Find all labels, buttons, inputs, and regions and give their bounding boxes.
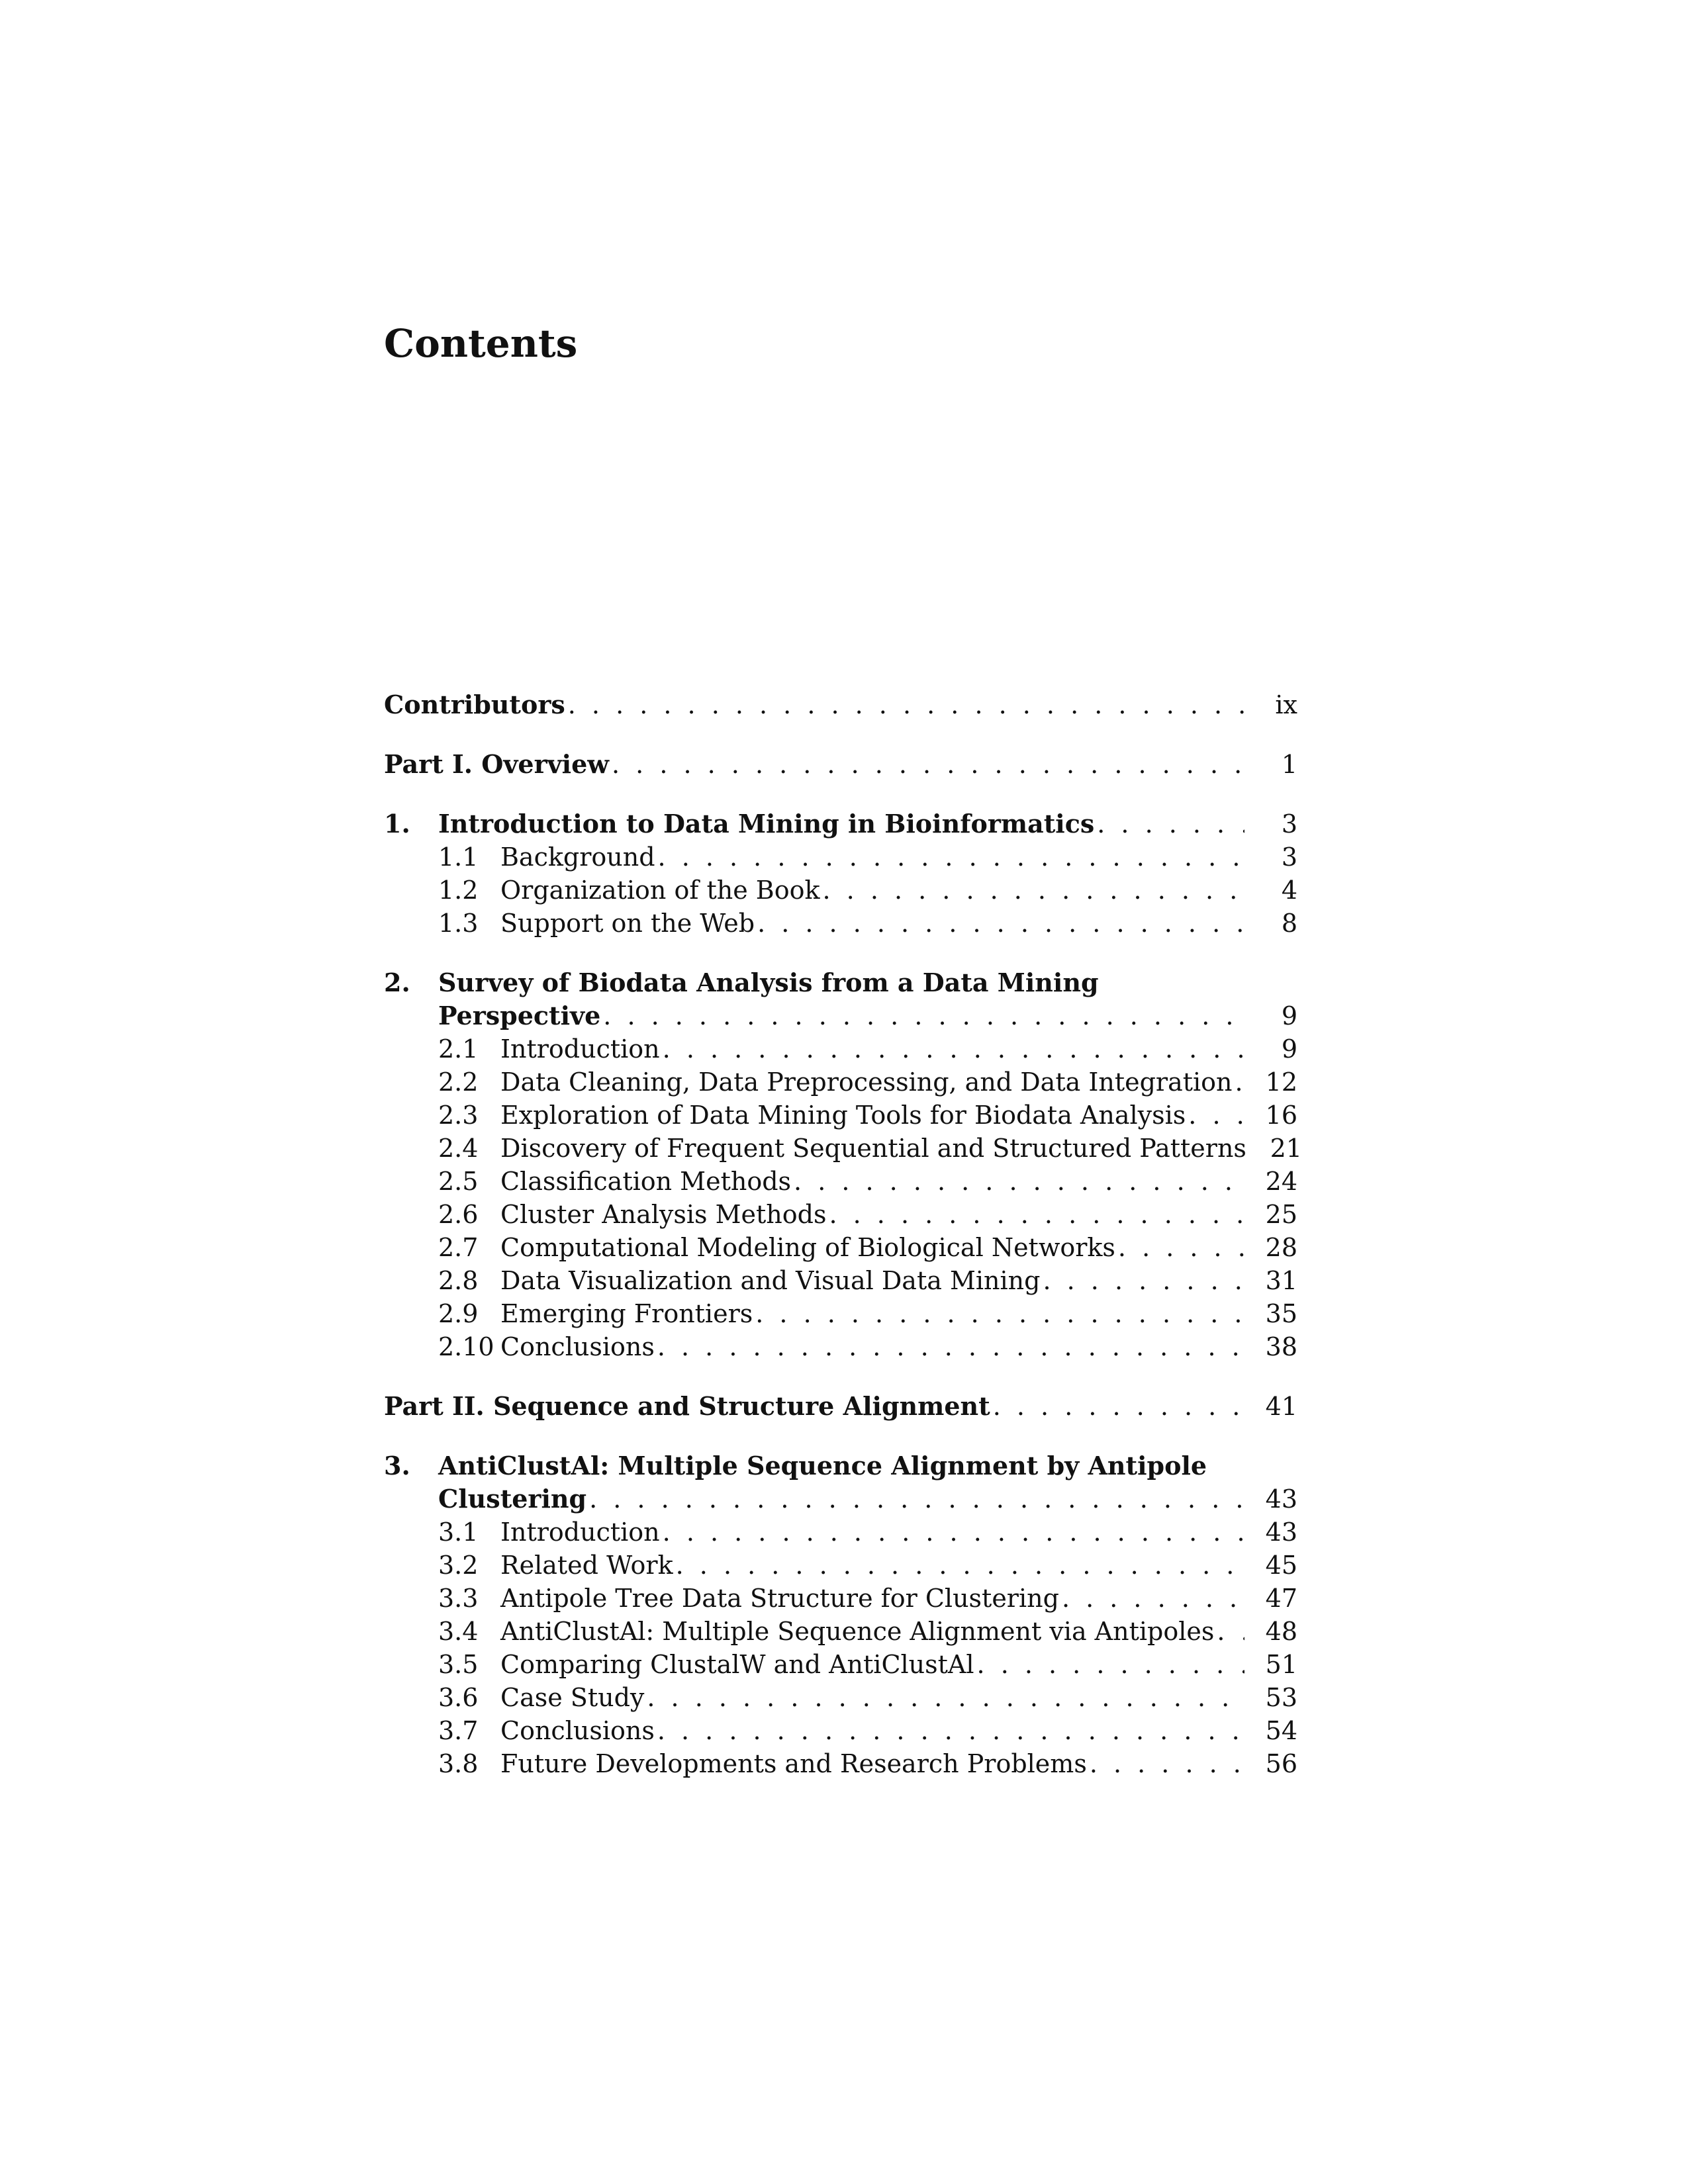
toc-page-number: 4 [1281, 876, 1297, 905]
chapter-title: Introduction to Data Mining in Bioinformatics [438, 809, 1095, 839]
toc-section[interactable] [384, 1165, 1297, 1198]
toc-section[interactable] [384, 1516, 1297, 1549]
dot-leader [663, 1516, 1244, 1549]
toc-section[interactable] [384, 874, 1297, 907]
section-title: Cluster Analysis Methods [500, 1200, 827, 1229]
toc-chapter-2-line1[interactable] [384, 966, 1297, 999]
toc-section[interactable] [384, 841, 1297, 874]
dot-leader [823, 874, 1245, 907]
section-number: 3.2 [438, 1551, 479, 1580]
section-title: Discovery of Frequent Sequential and Structured Patterns [500, 1134, 1246, 1163]
section-number: 2.4 [438, 1134, 479, 1163]
section-number: 3.6 [438, 1683, 479, 1712]
toc-page-number: 54 [1265, 1716, 1297, 1745]
toc-page-number: 9 [1281, 1001, 1297, 1030]
toc-page-number: 25 [1265, 1200, 1297, 1229]
section-number: 3.1 [438, 1518, 479, 1547]
section-title: Case Study [500, 1683, 645, 1712]
toc-page-number: 28 [1265, 1233, 1297, 1262]
dot-leader [993, 1390, 1244, 1423]
chapter-number: 3. [384, 1451, 410, 1480]
chapter-title-continued: Clustering [438, 1484, 587, 1514]
dot-leader [657, 1714, 1244, 1747]
dot-leader [755, 1297, 1244, 1330]
chapter-title: AntiClustAl: Multiple Sequence Alignment by Antipole [438, 1451, 1207, 1480]
dot-leader [1188, 1099, 1244, 1132]
toc-section[interactable] [384, 1231, 1297, 1264]
dot-leader [794, 1165, 1244, 1198]
toc-section[interactable] [384, 1032, 1297, 1066]
toc-page-number: 51 [1265, 1650, 1297, 1679]
section-title: Background [500, 842, 655, 872]
section-title: Antipole Tree Data Structure for Clustering [500, 1584, 1059, 1613]
toc-chapter-3-line1[interactable] [384, 1449, 1297, 1482]
section-number: 2.7 [438, 1233, 479, 1262]
toc-entry-title: Part I. Overview [384, 749, 609, 779]
toc-section[interactable] [384, 1297, 1297, 1330]
toc-section[interactable] [384, 1549, 1297, 1582]
section-number: 3.5 [438, 1650, 479, 1679]
toc-section[interactable] [384, 1132, 1302, 1165]
dot-leader [1043, 1264, 1244, 1297]
dot-leader [1235, 1066, 1244, 1099]
toc-page-number: 56 [1265, 1749, 1297, 1778]
toc-page-number: 53 [1265, 1683, 1297, 1712]
section-title: Introduction [500, 1034, 660, 1064]
section-title: Computational Modeling of Biological Networks [500, 1233, 1115, 1262]
toc-entry-contributors[interactable] [384, 688, 1297, 721]
toc-section[interactable] [384, 1198, 1297, 1231]
toc-section[interactable] [384, 1747, 1297, 1780]
toc-page-number: 3 [1281, 809, 1297, 839]
dot-leader [1062, 1582, 1244, 1615]
dot-leader [977, 1648, 1244, 1681]
toc-page-number: 24 [1265, 1167, 1297, 1196]
section-title: Conclusions [500, 1716, 655, 1745]
dot-leader [757, 907, 1244, 940]
section-number: 2.3 [438, 1101, 479, 1130]
section-title: Future Developments and Research Problems [500, 1749, 1087, 1778]
section-title: Conclusions [500, 1332, 655, 1361]
toc-chapter-2-line2[interactable] [384, 999, 1297, 1032]
toc-section[interactable] [384, 1615, 1297, 1648]
dot-leader [657, 1330, 1244, 1363]
toc-entry-title: Part II. Sequence and Structure Alignment [384, 1391, 990, 1421]
chapter-number: 1. [384, 809, 410, 839]
toc-section[interactable] [384, 907, 1297, 940]
chapter-title-continued: Perspective [438, 1001, 601, 1030]
toc-section[interactable] [384, 1330, 1297, 1363]
dot-leader [676, 1549, 1244, 1582]
chapter-title: Survey of Biodata Analysis from a Data Mining [438, 968, 1099, 997]
section-number: 3.7 [438, 1716, 479, 1745]
dot-leader [603, 999, 1244, 1032]
toc-page-number: 38 [1265, 1332, 1297, 1361]
section-number: 1.1 [438, 842, 479, 872]
toc-page-number: 3 [1281, 842, 1297, 872]
section-number: 1.3 [438, 909, 479, 938]
section-title: Related Work [500, 1551, 673, 1580]
toc-page-number: 9 [1281, 1034, 1297, 1064]
toc-page-number: 12 [1265, 1068, 1297, 1097]
dot-leader [1118, 1231, 1244, 1264]
dot-leader [663, 1032, 1244, 1066]
dot-leader [589, 1482, 1244, 1516]
toc-page-number: 45 [1265, 1551, 1297, 1580]
toc-chapter-1[interactable] [384, 807, 1297, 841]
toc-entry-part-2[interactable] [384, 1390, 1297, 1423]
section-title: Organization of the Book [500, 876, 820, 905]
toc-page-number: 48 [1265, 1617, 1297, 1646]
toc-page-number: 21 [1270, 1134, 1302, 1163]
dot-leader [829, 1198, 1244, 1231]
section-number: 2.10 [438, 1332, 494, 1361]
section-title: AntiClustAl: Multiple Sequence Alignment via Antipoles [500, 1617, 1215, 1646]
dot-leader [647, 1681, 1244, 1714]
toc-page-number: ix [1275, 690, 1297, 719]
toc-page-number: 35 [1265, 1299, 1297, 1328]
dot-leader [1097, 807, 1244, 841]
section-number: 2.9 [438, 1299, 479, 1328]
toc-page-number: 41 [1265, 1392, 1297, 1421]
section-title: Support on the Web [500, 909, 755, 938]
section-title: Exploration of Data Mining Tools for Biodata Analysis [500, 1101, 1186, 1130]
page-title: Contents [384, 321, 578, 366]
toc-page-number: 47 [1265, 1584, 1297, 1613]
section-title: Emerging Frontiers [500, 1299, 753, 1328]
toc-section[interactable] [384, 1714, 1297, 1747]
dot-leader [1090, 1747, 1244, 1780]
toc-section[interactable] [384, 1681, 1297, 1714]
section-number: 2.1 [438, 1034, 479, 1064]
table-of-contents [384, 688, 1302, 1780]
toc-page-number: 16 [1265, 1101, 1297, 1130]
dot-leader [658, 841, 1244, 874]
section-number: 2.8 [438, 1266, 479, 1295]
section-number: 2.5 [438, 1167, 479, 1196]
section-number: 3.3 [438, 1584, 479, 1613]
section-title: Introduction [500, 1518, 660, 1547]
dot-leader [612, 748, 1244, 781]
toc-section[interactable] [384, 1099, 1297, 1132]
section-title: Comparing ClustalW and AntiClustAl [500, 1650, 974, 1679]
toc-section[interactable] [384, 1264, 1297, 1297]
toc-page-number: 8 [1281, 909, 1297, 938]
chapter-number: 2. [384, 968, 410, 997]
section-title: Classification Methods [500, 1167, 792, 1196]
section-title: Data Visualization and Visual Data Mining [500, 1266, 1041, 1295]
toc-entry-title: Contributors [384, 690, 565, 719]
toc-page-number: 43 [1265, 1484, 1297, 1514]
toc-page-number: 43 [1265, 1518, 1297, 1547]
section-number: 3.8 [438, 1749, 479, 1778]
toc-chapter-3-line2[interactable] [384, 1482, 1297, 1516]
toc-page-number: 31 [1265, 1266, 1297, 1295]
section-title: Data Cleaning, Data Preprocessing, and Data Integration [500, 1068, 1233, 1097]
toc-section[interactable] [384, 1582, 1297, 1615]
dot-leader [568, 688, 1244, 721]
toc-section[interactable] [384, 1648, 1297, 1681]
toc-entry-part-1[interactable] [384, 748, 1297, 781]
dot-leader [1217, 1615, 1244, 1648]
toc-section[interactable] [384, 1066, 1297, 1099]
section-number: 2.2 [438, 1068, 479, 1097]
toc-page-number: 1 [1281, 750, 1297, 779]
section-number: 2.6 [438, 1200, 479, 1229]
section-number: 3.4 [438, 1617, 479, 1646]
section-number: 1.2 [438, 876, 479, 905]
